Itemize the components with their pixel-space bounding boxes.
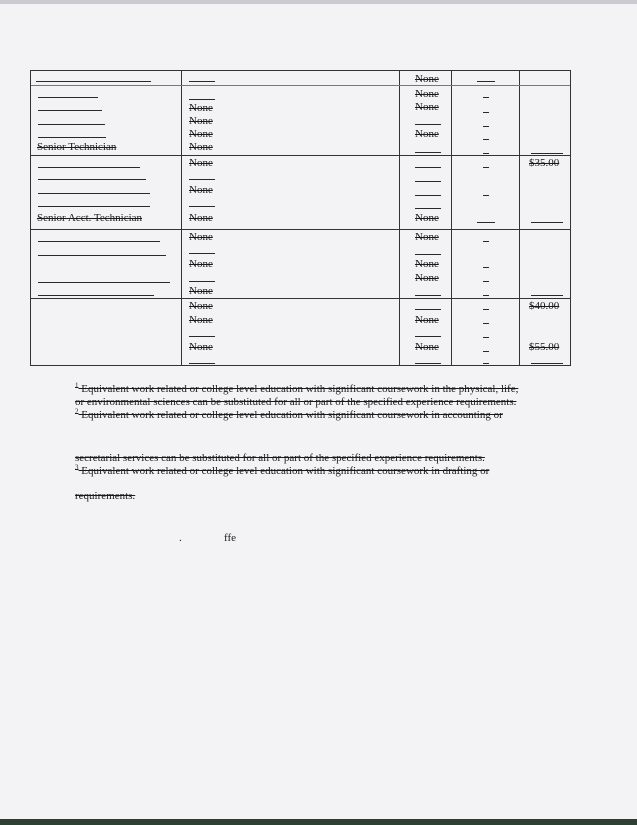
footnote-text: Equivalent work related or college level education with significant coursework in the physical, life, — [78, 383, 519, 395]
footnote-3-line-2: requirements. — [75, 490, 136, 502]
blank-line — [189, 179, 215, 180]
footnote-1-line-1 — [75, 383, 518, 395]
footnote-marker: 3 — [75, 463, 79, 472]
dash-mark — [483, 281, 489, 282]
table-cell: None — [415, 314, 439, 326]
stray-dot: . — [179, 532, 182, 544]
blank-line — [189, 206, 215, 207]
column-divider — [181, 71, 182, 365]
table-cell: None — [415, 212, 439, 224]
rate-cell: $35.00 — [529, 157, 560, 169]
blank-line — [38, 137, 106, 138]
job-title: Senior Acct. Technician — [37, 212, 143, 224]
dash-mark — [483, 97, 489, 98]
table-cell: None — [189, 157, 213, 169]
blank-line — [38, 179, 146, 180]
dash-mark — [483, 363, 489, 364]
dash-mark — [483, 295, 489, 296]
row-divider — [31, 298, 570, 299]
footnote-1-line-2: or environmental sciences can be substituted for all or part of the specified experience requirements. — [75, 396, 517, 408]
table-cell: None — [189, 115, 213, 127]
job-title: Senior Technician — [37, 141, 117, 153]
table-cell: None — [415, 341, 439, 353]
dash-mark — [483, 153, 489, 154]
table-cell: None — [189, 184, 213, 196]
blank-line — [415, 295, 441, 296]
blank-line — [477, 222, 495, 223]
blank-line — [38, 295, 154, 296]
blank-line — [531, 295, 563, 296]
table-cell: None — [189, 141, 213, 153]
footnote-marker: 2 — [75, 407, 79, 416]
qualifications-table — [30, 70, 571, 366]
footnote-text: Equivalent work related or college level education with significant coursework in accounting or — [78, 409, 503, 421]
dash-mark — [483, 351, 489, 352]
footnote-text: Equivalent work related or college level education with significant coursework in drafting or — [78, 465, 490, 477]
blank-line — [38, 241, 160, 242]
table-cell: None — [189, 102, 213, 114]
blank-line — [189, 99, 215, 100]
row-divider — [31, 229, 570, 230]
table-cell: None — [189, 258, 213, 270]
blank-line — [38, 255, 166, 256]
table-cell: None — [415, 73, 439, 85]
column-divider — [451, 71, 452, 365]
blank-line — [415, 363, 441, 364]
blank-line — [415, 167, 441, 168]
blank-line — [38, 97, 98, 98]
blank-line — [38, 167, 140, 168]
dash-mark — [483, 241, 489, 242]
blank-line — [36, 81, 151, 82]
table-cell: None — [415, 88, 439, 100]
blank-line — [477, 81, 495, 82]
blank-line — [189, 281, 215, 282]
dash-mark — [483, 167, 489, 168]
dash-mark — [483, 323, 489, 324]
column-divider — [399, 71, 400, 365]
footnote-2-line-2: secretarial services can be substituted for all or part of the specified experience requirements. — [75, 452, 485, 464]
blank-line — [189, 363, 215, 364]
row-divider — [31, 155, 570, 156]
dash-mark — [483, 267, 489, 268]
dash-mark — [483, 139, 489, 140]
row-divider — [31, 85, 570, 86]
table-cell: None — [415, 231, 439, 243]
table-cell: None — [189, 341, 213, 353]
table-cell: None — [189, 212, 213, 224]
stray-text: ffe — [224, 532, 237, 544]
blank-line — [189, 253, 215, 254]
blank-line — [415, 195, 441, 196]
table-cell: None — [415, 128, 439, 140]
blank-line — [415, 124, 441, 125]
footnote-3-line-1 — [75, 465, 489, 477]
blank-line — [38, 110, 102, 111]
blank-line — [38, 206, 150, 207]
blank-line — [38, 193, 150, 194]
blank-line — [415, 309, 441, 310]
blank-line — [415, 254, 441, 255]
table-cell: None — [415, 272, 439, 284]
table-cell: None — [189, 314, 213, 326]
blank-line — [415, 152, 441, 153]
rate-cell: $40.00 — [529, 300, 560, 312]
column-divider — [519, 71, 520, 365]
table-cell: None — [189, 128, 213, 140]
blank-line — [531, 222, 563, 223]
blank-line — [415, 208, 441, 209]
blank-line — [531, 153, 563, 154]
scan-edge-bottom — [0, 819, 637, 825]
footnote-2-line-1 — [75, 409, 503, 421]
blank-line — [531, 363, 563, 364]
blank-line — [189, 81, 215, 82]
table-cell: None — [189, 300, 213, 312]
dash-mark — [483, 337, 489, 338]
blank-line — [415, 181, 441, 182]
blank-line — [38, 282, 170, 283]
dash-mark — [483, 309, 489, 310]
blank-line — [415, 336, 441, 337]
table-cell: None — [189, 285, 213, 297]
table-cell: None — [189, 231, 213, 243]
scan-edge-top — [0, 0, 637, 4]
blank-line — [38, 124, 105, 125]
blank-line — [189, 336, 215, 337]
table-cell: None — [415, 101, 439, 113]
dash-mark — [483, 195, 489, 196]
dash-mark — [483, 112, 489, 113]
dash-mark — [483, 126, 489, 127]
rate-cell: $55.00 — [529, 341, 560, 353]
table-cell: None — [415, 258, 439, 270]
footnote-marker: 1 — [75, 381, 79, 390]
